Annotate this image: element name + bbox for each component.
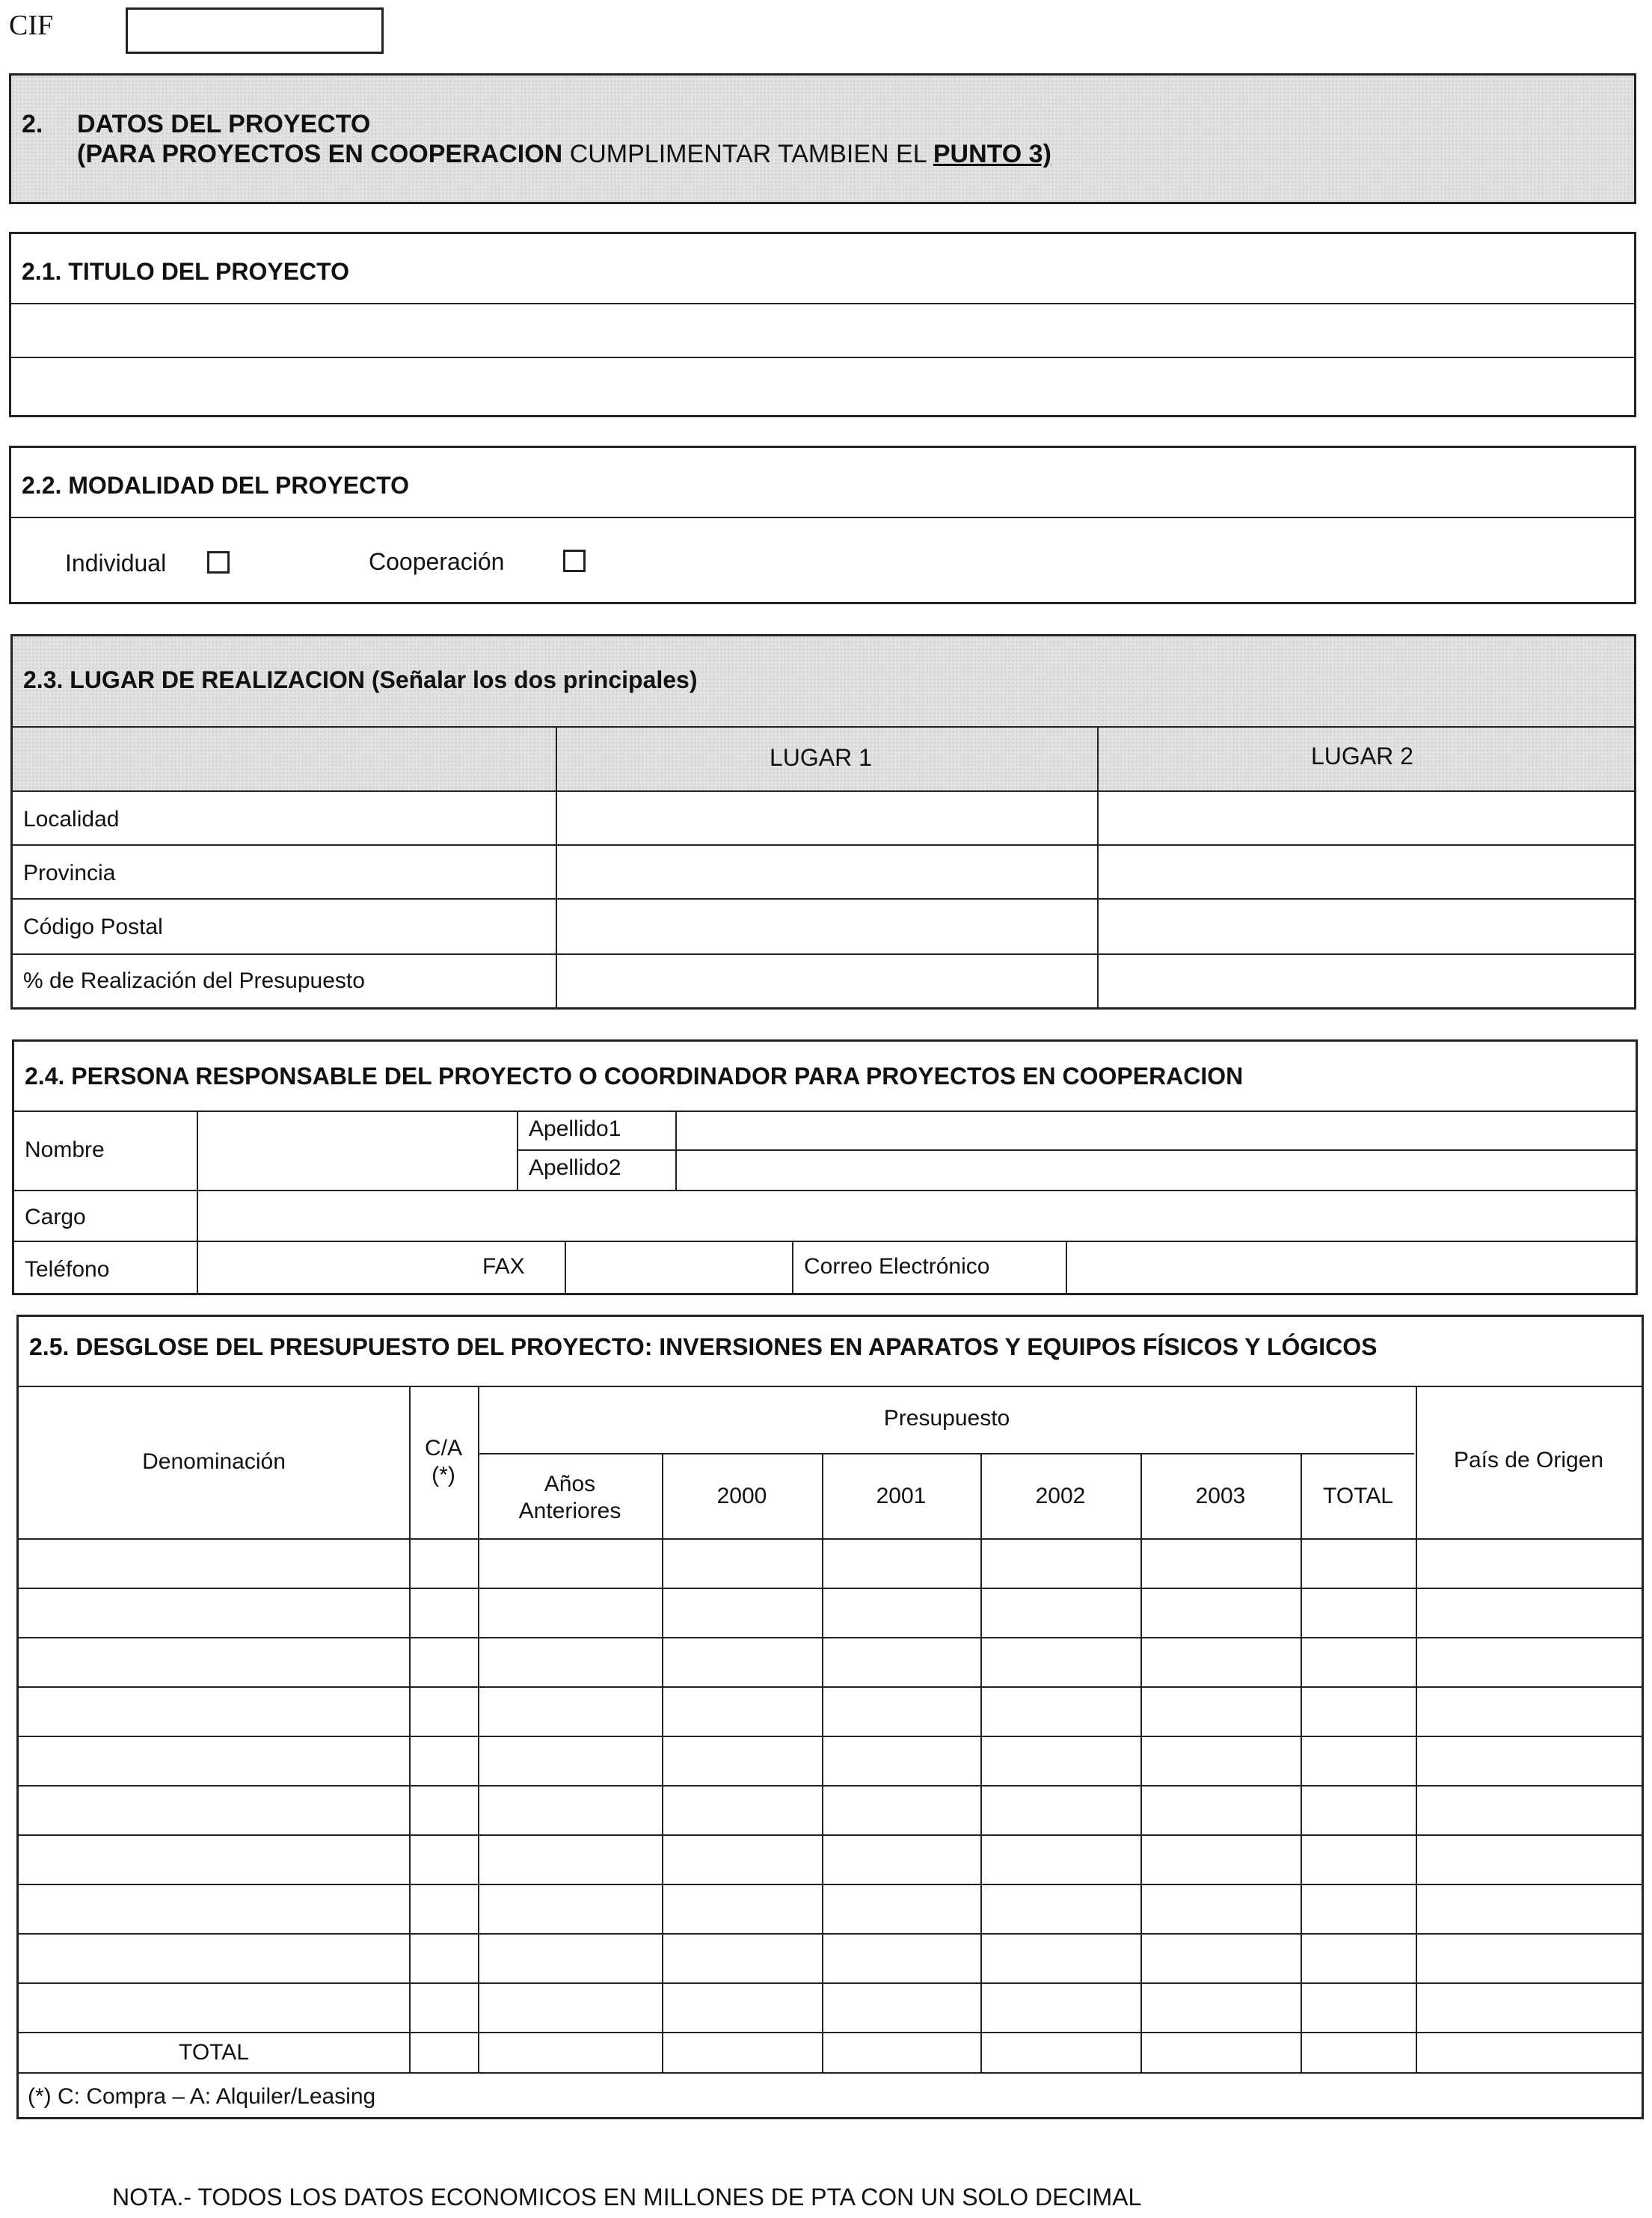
section-number: 2. <box>22 110 43 138</box>
codigo-postal-lugar2-input[interactable] <box>1102 901 1631 950</box>
ca-header-line2: (*) <box>432 1463 455 1487</box>
nombre-label: Nombre <box>25 1137 105 1162</box>
ca-header <box>409 1435 478 1489</box>
anos-header-line1: Años <box>544 1472 596 1496</box>
desglose-heading: 2.5. DESGLOSE DEL PRESUPUESTO DEL PROYECTO: INVERSIONES EN APARATOS Y EQUIPOS FÍSICOS Y LÓGICOS <box>29 1333 1378 1360</box>
year-2000-header: 2000 <box>716 1484 767 1508</box>
titulo-heading: 2.1. TITULO DEL PROYECTO <box>22 258 349 285</box>
cooperacion-checkbox[interactable] <box>563 550 586 572</box>
individual-label: Individual <box>65 550 167 577</box>
anos-anteriores-header <box>478 1471 662 1525</box>
provincia-lugar2-input[interactable] <box>1102 847 1631 895</box>
subtitle-prefix: (PARA PROYECTOS EN COOPERACION <box>77 140 563 168</box>
anos-header-line2: Anteriores <box>518 1499 621 1523</box>
total-row-label: TOTAL <box>179 2040 249 2065</box>
lugar-1-header: LUGAR 1 <box>770 744 872 771</box>
cif-field[interactable] <box>126 7 384 54</box>
nombre-input[interactable] <box>201 1113 514 1187</box>
modalidad-box <box>9 446 1636 604</box>
section-subtitle <box>77 140 1051 169</box>
pais-origen-header: País de Origen <box>1453 1448 1604 1472</box>
desglose-body[interactable] <box>19 1540 1642 2032</box>
provincia-lugar1-input[interactable] <box>560 847 1093 895</box>
lugar-2-header: LUGAR 2 <box>1311 743 1413 769</box>
row-localidad: Localidad <box>23 807 120 832</box>
subtitle-mid: CUMPLIMENTAR TAMBIEN EL <box>569 140 927 168</box>
lugar-heading: 2.3. LUGAR DE REALIZACION (Señalar los dos principales) <box>23 666 698 693</box>
apellido2-label: Apellido2 <box>529 1155 621 1180</box>
titulo-box <box>9 232 1636 417</box>
cooperacion-label: Cooperación <box>369 548 505 575</box>
cargo-label: Cargo <box>25 1205 86 1229</box>
individual-checkbox[interactable] <box>207 551 230 574</box>
responsable-box <box>12 1039 1638 1295</box>
row-codigo-postal: Código Postal <box>23 915 163 939</box>
denominacion-header: Denominación <box>142 1449 286 1474</box>
cif-input[interactable] <box>128 10 381 52</box>
responsable-heading: 2.4. PERSONA RESPONSABLE DEL PROYECTO O COORDINADOR PARA PROYECTOS EN COOPERACION <box>25 1063 1244 1090</box>
codigo-postal-lugar1-input[interactable] <box>560 901 1093 950</box>
titulo-line-2[interactable] <box>19 360 1627 412</box>
porcentaje-lugar1-input[interactable] <box>560 956 1093 1006</box>
row-provincia: Provincia <box>23 861 116 885</box>
correo-label: Correo Electrónico <box>804 1254 990 1279</box>
year-2001-header: 2001 <box>876 1484 927 1508</box>
cif-label: CIF <box>9 10 54 41</box>
punto-3-link[interactable]: PUNTO 3) <box>933 140 1051 168</box>
ca-header-line1: C/A <box>424 1436 462 1460</box>
localidad-lugar1-input[interactable] <box>560 793 1093 841</box>
lugar-box <box>10 634 1636 1010</box>
row-porcentaje: % de Realización del Presupuesto <box>23 968 365 993</box>
presupuesto-header: Presupuesto <box>883 1406 1010 1431</box>
total-col-header: TOTAL <box>1323 1484 1393 1508</box>
correo-input[interactable] <box>1070 1244 1631 1290</box>
year-2002-header: 2002 <box>1035 1484 1086 1508</box>
telefono-label: Teléfono <box>25 1257 110 1282</box>
nota: NOTA.- TODOS LOS DATOS ECONOMICOS EN MILLONES DE PTA CON UN SOLO DECIMAL <box>112 2184 1142 2211</box>
footnote: (*) C: Compra – A: Alquiler/Leasing <box>28 2084 376 2109</box>
telefono-input[interactable] <box>201 1244 470 1290</box>
apellido2-input[interactable] <box>680 1152 1630 1187</box>
porcentaje-lugar2-input[interactable] <box>1102 956 1631 1006</box>
section-2-banner <box>9 73 1636 204</box>
year-2003-header: 2003 <box>1195 1484 1246 1508</box>
fax-label: FAX <box>482 1254 525 1279</box>
apellido1-input[interactable] <box>680 1113 1630 1146</box>
section-title: DATOS DEL PROYECTO <box>77 110 371 138</box>
titulo-line-1[interactable] <box>19 306 1627 354</box>
modalidad-heading: 2.2. MODALIDAD DEL PROYECTO <box>22 472 409 499</box>
localidad-lugar2-input[interactable] <box>1102 793 1631 841</box>
fax-input[interactable] <box>569 1244 789 1290</box>
cargo-input[interactable] <box>201 1193 1630 1238</box>
apellido1-label: Apellido1 <box>529 1116 621 1141</box>
desglose-box <box>16 1315 1644 2119</box>
